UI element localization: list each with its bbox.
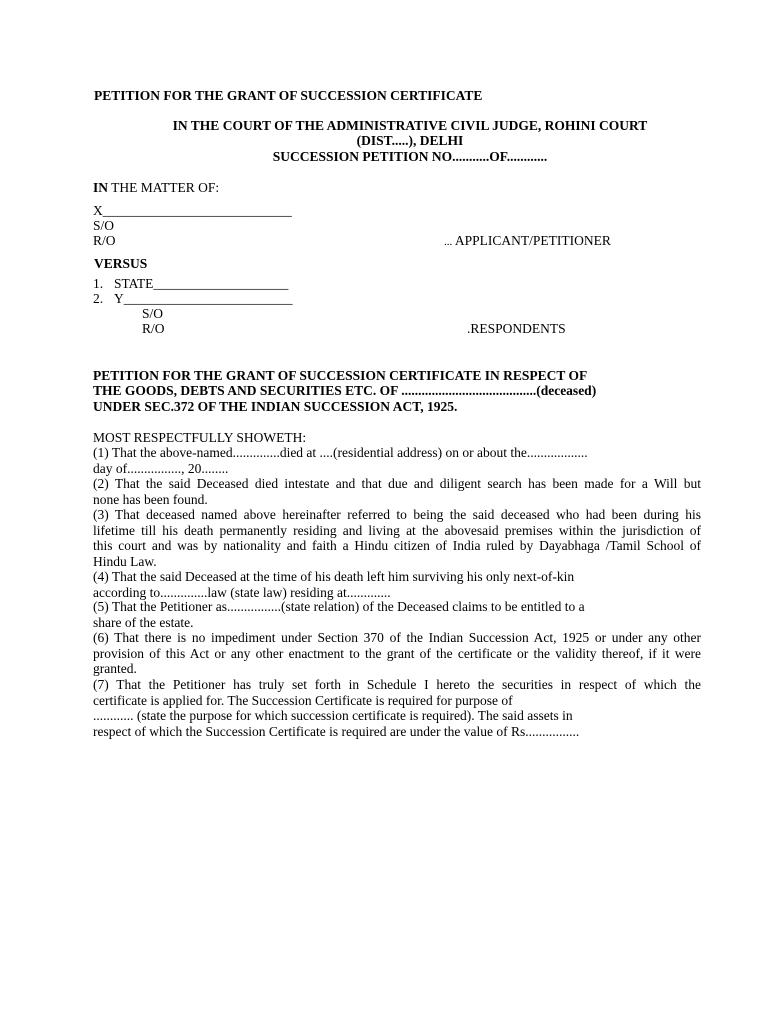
applicant-so: S/O <box>93 218 115 233</box>
respondent-2-name-blank: Y_________________________ <box>114 291 293 306</box>
respondent-ro: R/O <box>142 321 165 336</box>
document-title: PETITION FOR THE GRANT OF SUCCESSION CERTIFICATE <box>94 88 483 103</box>
paragraph-2-line-2: none has been found. <box>93 491 208 507</box>
paragraph-6 <box>93 630 701 677</box>
paragraph-1-line-2: day of................, 20........ <box>93 460 229 476</box>
paragraph-3 <box>93 507 701 569</box>
paragraph-3-line-1: (3) That deceased named above hereinafter referred to being the said deceased who had been during his <box>93 507 701 522</box>
paragraph-4-line-2: according to..............law (state law) residing at............. <box>93 584 391 600</box>
paragraph-4 <box>93 569 701 600</box>
paragraph-7 <box>93 677 701 739</box>
paragraph-6-line-3: granted. <box>93 661 137 676</box>
showeth-line: MOST RESPECTFULLY SHOWETH: <box>93 430 307 445</box>
matter-of-line <box>93 180 219 196</box>
applicant-role-dots: ... <box>444 236 453 248</box>
paragraph-2 <box>93 476 701 507</box>
petition-heading-line-3: UNDER SEC.372 OF THE INDIAN SUCCESSION ACT, 1925. <box>93 399 458 414</box>
paragraph-6-line-1: (6) That there is no impediment under Section 370 of the Indian Succession Act, 1925 or under any other <box>93 630 701 645</box>
matter-of-text: THE MATTER OF: <box>108 180 220 195</box>
paragraph-5 <box>93 599 701 630</box>
applicant-role-text: APPLICANT/PETITIONER <box>452 233 611 248</box>
paragraph-7-line-4: respect of which the Succession Certificate is required are under the value of Rs................ <box>93 723 580 739</box>
court-district-line: (DIST.....), DELHI <box>356 133 464 148</box>
paragraph-1-line-1: (1) That the above-named..............died at ....(residential address) on or about the.................. <box>93 445 588 460</box>
paragraph-7-line-1: (7) That the Petitioner has truly set forth in Schedule I hereto the securities in respect of which the <box>93 677 701 692</box>
respondent-1-state: STATE____________________ <box>114 276 289 291</box>
petition-heading-line-2: THE GOODS, DEBTS AND SECURITIES ETC. OF ........................................(deceased) <box>93 383 597 398</box>
petition-heading-line-1: PETITION FOR THE GRANT OF SUCCESSION CERTIFICATE IN RESPECT OF <box>93 368 588 383</box>
applicant-role-label <box>444 233 611 251</box>
paragraph-1 <box>93 445 701 476</box>
court-name-line: IN THE COURT OF THE ADMINISTRATIVE CIVIL JUDGE, ROHINI COURT <box>172 118 648 133</box>
petition-number-line: SUCCESSION PETITION NO...........OF............ <box>272 149 548 164</box>
respondent-1-number: 1. <box>93 276 104 291</box>
paragraph-7-line-3: ............ (state the purpose for which succession certificate is required). The said assets in <box>93 708 573 723</box>
paragraph-4-line-1: (4) That the said Deceased at the time of his death left him surviving his only next-of-kin <box>93 569 575 584</box>
respondent-2-number: 2. <box>93 291 104 306</box>
paragraph-2-line-1: (2) That the said Deceased died intestate and that due and diligent search has been made for a Will but <box>93 476 701 491</box>
versus-label: VERSUS <box>94 256 148 271</box>
paragraph-6-line-2: provision of this Act or any other enactment to the grant of the certificate or the validity thereof, if it were <box>93 645 701 661</box>
paragraph-7-line-2: certificate is applied for. The Succession Certificate is required for purpose of <box>93 692 513 708</box>
applicant-ro: R/O <box>93 233 116 248</box>
paragraph-5-line-1: (5) That the Petitioner as................(state relation) of the Deceased claims to be entitled to a <box>93 599 585 614</box>
respondent-so: S/O <box>142 306 164 321</box>
paragraph-3-line-2: lifetime till his death permanently residing and living at the abovesaid premises within the jurisdiction of <box>93 522 701 538</box>
paragraph-3-line-4: Hindu Law. <box>93 553 157 569</box>
applicant-name-blank: X____________________________ <box>93 203 292 218</box>
matter-in-word: IN <box>93 180 109 195</box>
paragraph-5-line-2: share of the estate. <box>93 614 194 630</box>
paragraph-3-line-3: this court and was by nationality and faith a Hindu citizen of India ruled by Dayabhaga /Tamil School of <box>93 538 701 553</box>
respondents-role-label: .RESPONDENTS <box>467 321 566 336</box>
